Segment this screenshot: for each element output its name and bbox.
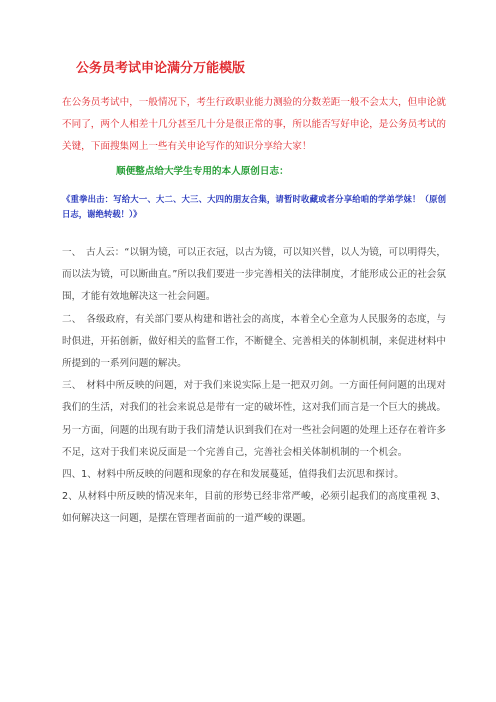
paragraph-4: 四、1、材料中所反映的问题和现象的存在和发展蔓延，值得我们去沉思和探讨。 <box>62 469 404 481</box>
document-title: 公务员考试申论满分万能模版 <box>76 61 246 76</box>
intro-paragraph: 在公务员考试中，一般情况下，考生行政职业能力测验的分数差距一般不会太大，但申论就不同了，两个人相差十几分甚至几十分是很正常的事，所以能否写好申论，是公务员考试的关键，下面搜集网上一些有关申论写作的知识分享给大家！ <box>62 97 446 152</box>
paragraph-2: 二、 各级政府，有关部门要从构建和谐社会的高度，本着全心全意为人民服务的态度，与时俱进，开拓创新，做好相关的监督工作，不断健全、完善相关的体制机制，来促进材料中所提到的一系列问题的解决。 <box>62 313 446 370</box>
paragraph-1: 一、 古人云：“以铜为镜，可以正衣冠，以古为镜，可以知兴替，以人为镜，可以明得失，而以法为镜，可以断曲直。”所以我们要进一步完善相关的法律制度，才能形成公正的社会氛围，才能有效地解决这一社会问题。 <box>62 247 446 303</box>
paragraph-3: 三、 材料中所反映的问题，对于我们来说实际上是一把双刃剑。一方面任何问题的出现对我们的生活，对我们的社会来说总是带有一定的破坏性，这对我们而言是一个巨大的挑战。另一方面，问题的出现有助于我们清楚认识到我们在对一些社会问题的处理上还存在着许多不足，这对于我们来说反面是一个完善自己，完善社会相关体制机制的一个机会。 <box>62 380 446 458</box>
diary-subheading: 顺便整点给大学生专用的本人原创日志： <box>116 166 289 177</box>
paragraph-5: 2、从材料中所反映的情况来年，目前的形势已经非常严峻，必须引起我们的高度重视 3、如何解决这一问题，是摆在管理者面前的一道严峻的课题。 <box>62 491 446 525</box>
diary-collection-note: 《重拳出击：写给大一、大二、大三、大四的朋友合集，请暂时收藏或者分享给咱的学弟学妹！（原创日志，谢绝转载！）》 <box>62 194 446 219</box>
